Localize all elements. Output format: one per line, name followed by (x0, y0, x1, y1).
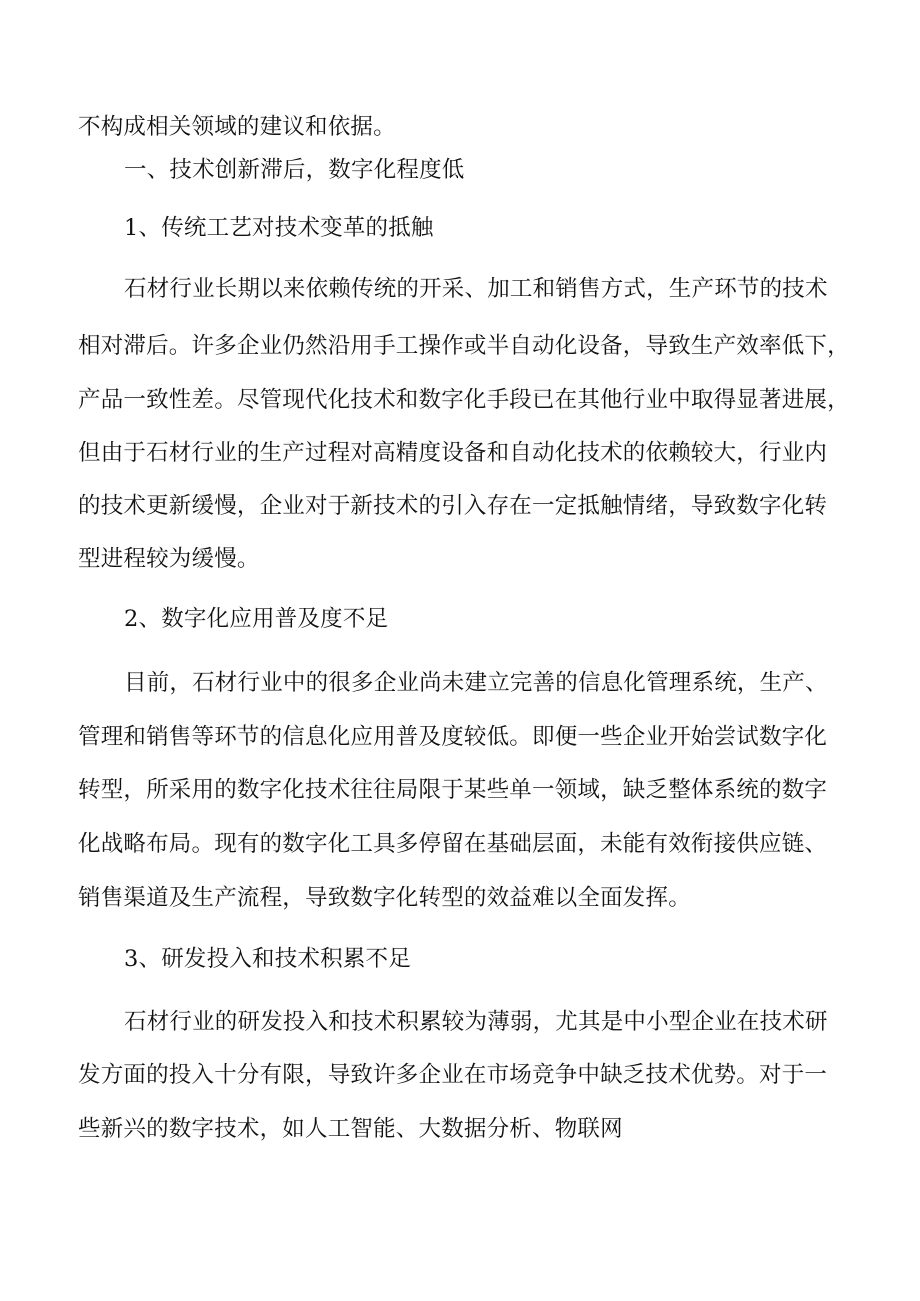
subsection-heading-1: 1、传统工艺对技术变革的抵触 (124, 215, 434, 241)
paragraph-line: 的技术更新缓慢，企业对于新技术的引入存在一定抵触情绪，导致数字化转 (78, 493, 828, 519)
paragraph-line: 转型，所采用的数字化技术往往局限于某些单一领域，缺乏整体系统的数字 (78, 777, 828, 803)
subsection-heading-3: 3、研发投入和技术积累不足 (124, 946, 411, 972)
paragraph-line: 发方面的投入十分有限，导致许多企业在市场竞争中缺乏技术优势。对于一 (78, 1062, 828, 1088)
paragraph-line: 化战略布局。现有的数字化工具多停留在基础层面，未能有效衔接供应链、 (78, 831, 828, 857)
paragraph-line: 相对滞后。许多企业仍然沿用手工操作或半自动化设备，导致生产效率低下， (78, 333, 850, 359)
paragraph-line: 但由于石材行业的生产过程对高精度设备和自动化技术的依赖较大，行业内 (78, 440, 828, 466)
paragraph-line: 产品一致性差。尽管现代化技术和数字化手段已在其他行业中取得显著进展， (78, 387, 850, 413)
paragraph-line: 石材行业的研发投入和技术积累较为薄弱，尤其是中小型企业在技术研 (124, 1009, 828, 1035)
paragraph-line: 目前，石材行业中的很多企业尚未建立完善的信息化管理系统，生产、 (124, 670, 828, 696)
section-heading-1: 一、技术创新滞后，数字化程度低 (124, 157, 465, 183)
intro-text: 不构成相关领域的建议和依据。 (78, 114, 396, 140)
paragraph-line: 些新兴的数字技术，如人工智能、大数据分析、物联网 (78, 1116, 623, 1142)
paragraph-line: 管理和销售等环节的信息化应用普及度较低。即便一些企业开始尝试数字化 (78, 724, 828, 750)
paragraph-line: 销售渠道及生产流程，导致数字化转型的效益难以全面发挥。 (78, 885, 691, 911)
subsection-heading-2: 2、数字化应用普及度不足 (124, 606, 389, 632)
paragraph-line: 石材行业长期以来依赖传统的开采、加工和销售方式，生产环节的技术 (124, 276, 828, 302)
paragraph-line: 型进程较为缓慢。 (78, 546, 260, 572)
